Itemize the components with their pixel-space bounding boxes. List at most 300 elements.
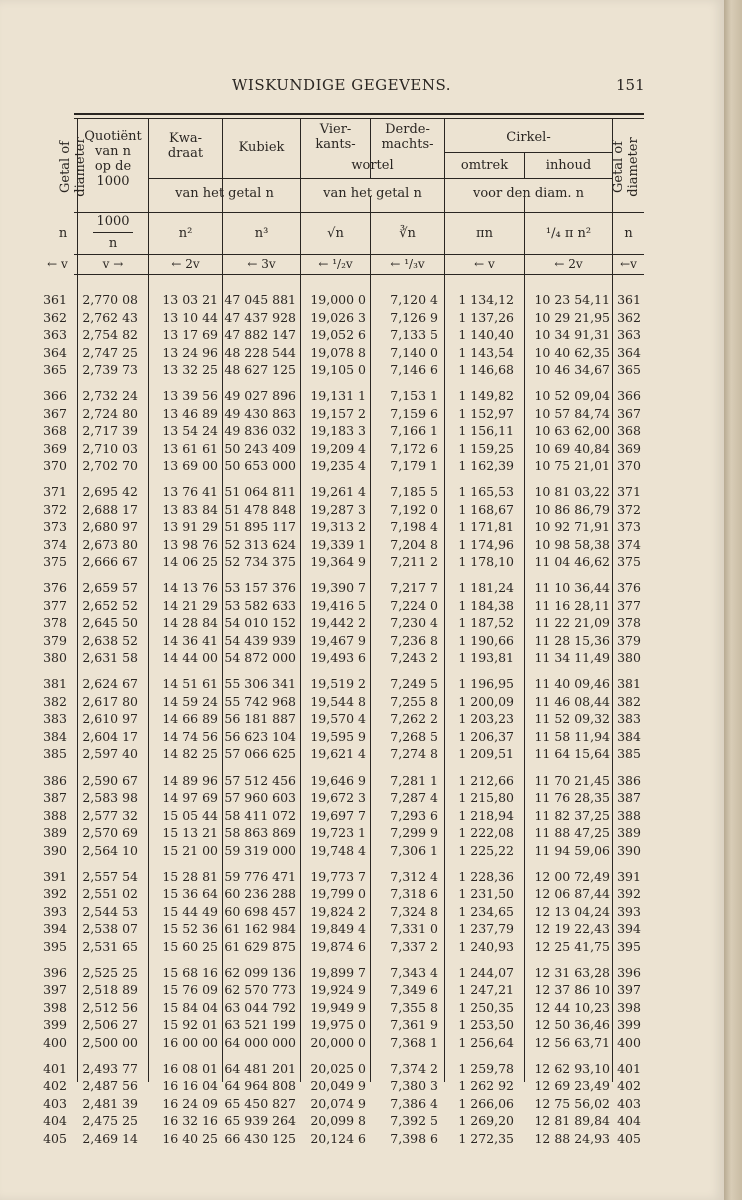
quotient-cell: 2,538 07 bbox=[82, 921, 138, 937]
kubiek-cell: 66 430 125 bbox=[224, 1130, 296, 1146]
error-left: ← v bbox=[47, 257, 68, 271]
number-left-cell: 363 bbox=[43, 327, 67, 342]
number-left-cell: 398 bbox=[43, 999, 67, 1015]
inhoud-cell: 10 23 54,11 bbox=[534, 292, 610, 307]
kubiek-cell: 62 570 773 bbox=[224, 982, 296, 998]
vierkantswortel-cell: 19,899 7 bbox=[310, 964, 366, 980]
inhoud-cell: 11 34 11,49 bbox=[534, 650, 610, 666]
kwadraat-cell: 15 68 16 bbox=[162, 964, 218, 980]
vierkantswortel-cell: 19,570 4 bbox=[310, 711, 366, 727]
running-head: WISKUNDIGE GEGEVENS. bbox=[232, 76, 451, 94]
van-het-getal-header-1: van het getal n bbox=[175, 186, 274, 201]
kubiek-cell: 65 939 264 bbox=[224, 1113, 296, 1129]
kwadraat-cell: 14 13 76 bbox=[162, 580, 218, 596]
quotient-cell: 2,688 17 bbox=[82, 501, 138, 517]
vierkantswortel-cell: 19,849 4 bbox=[310, 921, 366, 937]
omtrek-cell: 1 244,07 bbox=[458, 964, 514, 980]
number-right-cell: 383 bbox=[617, 711, 641, 727]
kubiek-cell: 53 157 376 bbox=[224, 580, 296, 596]
number-right-cell: 394 bbox=[617, 921, 641, 937]
number-left-cell: 400 bbox=[43, 1034, 67, 1050]
derdemachtswortel-cell: 7,224 0 bbox=[390, 597, 438, 613]
vierkantswortel-cell: 19,519 2 bbox=[310, 676, 366, 692]
number-right-cell: 362 bbox=[617, 309, 641, 325]
derdemachtswortel-cell: 7,306 1 bbox=[390, 842, 438, 858]
kwadraat-cell: 15 60 25 bbox=[162, 938, 218, 954]
omtrek-cell: 1 256,64 bbox=[458, 1034, 514, 1050]
inhoud-header: inhoud bbox=[545, 158, 592, 173]
kubiek-cell: 58 411 072 bbox=[224, 807, 296, 823]
kubiek-cell: 57 960 603 bbox=[224, 790, 296, 805]
omtrek-cell: 1 272,35 bbox=[458, 1130, 514, 1146]
formula-pin: πn bbox=[476, 226, 493, 241]
quotient-cell: 2,680 97 bbox=[82, 519, 138, 535]
number-left-cell: 375 bbox=[43, 554, 67, 570]
omtrek-cell: 1 259,78 bbox=[458, 1060, 514, 1076]
kubiek-cell: 61 162 984 bbox=[224, 921, 296, 937]
vierkantswortel-cell: 19,621 4 bbox=[310, 746, 366, 762]
omtrek-cell: 1 266,06 bbox=[458, 1095, 514, 1111]
table-hline bbox=[74, 212, 644, 213]
kubiek-cell: 55 742 968 bbox=[224, 693, 296, 709]
inhoud-cell: 10 57 84,74 bbox=[534, 405, 610, 421]
derdemachtswortel-cell: 7,120 4 bbox=[390, 292, 438, 307]
number-left-cell: 364 bbox=[43, 344, 67, 360]
omtrek-cell: 1 165,53 bbox=[458, 484, 514, 500]
number-left-cell: 397 bbox=[43, 982, 67, 998]
number-left-cell: 367 bbox=[43, 405, 67, 421]
inhoud-cell: 12 00 72,49 bbox=[534, 868, 610, 884]
kwadraat-cell: 14 66 89 bbox=[162, 711, 218, 727]
derdemachtswortel-cell: 7,318 6 bbox=[390, 886, 438, 902]
derdemachtswortel-cell: 7,230 4 bbox=[390, 615, 438, 631]
omtrek-cell: 1 231,50 bbox=[458, 886, 514, 902]
vierkantswortel-cell: 19,131 1 bbox=[310, 388, 366, 404]
number-right-cell: 375 bbox=[617, 554, 641, 570]
number-right-cell: 371 bbox=[617, 484, 641, 500]
kwadraat-cell: 13 46 89 bbox=[162, 405, 218, 421]
error-inhoud: ← 2v bbox=[554, 257, 583, 271]
omtrek-cell: 1 190,66 bbox=[458, 632, 514, 648]
number-right-cell: 396 bbox=[617, 964, 641, 980]
quotient-cell: 2,583 98 bbox=[82, 790, 138, 805]
number-left-cell: 379 bbox=[43, 632, 67, 648]
derdemachtswortel-cell: 7,126 9 bbox=[390, 309, 438, 325]
table-vline bbox=[524, 196, 525, 1082]
kwadraat-cell: 14 97 69 bbox=[162, 790, 218, 805]
vierkantswortel-cell: 19,672 3 bbox=[310, 790, 366, 805]
quotient-cell: 2,564 10 bbox=[82, 842, 138, 858]
omtrek-cell: 1 209,51 bbox=[458, 746, 514, 762]
quotient-cell: 2,506 27 bbox=[82, 1017, 138, 1033]
kwadraat-cell: 15 05 44 bbox=[162, 807, 218, 823]
formula-n-left: n bbox=[58, 226, 68, 241]
error-kwad: ← 2v bbox=[171, 257, 200, 271]
kwadraat-cell: 13 03 21 bbox=[162, 292, 218, 307]
derdemachtswortel-cell: 7,262 2 bbox=[390, 711, 438, 727]
omtrek-cell: 1 184,38 bbox=[458, 597, 514, 613]
omtrek-cell: 1 250,35 bbox=[458, 999, 514, 1015]
inhoud-cell: 12 31 63,28 bbox=[534, 964, 610, 980]
omtrek-cell: 1 143,54 bbox=[458, 344, 514, 360]
quotient-cell: 2,717 39 bbox=[82, 423, 138, 439]
kwadraat-cell: 14 74 56 bbox=[162, 728, 218, 744]
kwadraat-cell: 13 17 69 bbox=[162, 327, 218, 342]
inhoud-cell: 12 50 36,46 bbox=[534, 1017, 610, 1033]
inhoud-cell: 12 19 22,43 bbox=[534, 921, 610, 937]
inhoud-cell: 10 63 62,00 bbox=[534, 423, 610, 439]
quotient-cell: 2,754 82 bbox=[82, 327, 138, 342]
kubiek-cell: 57 066 625 bbox=[224, 746, 296, 762]
number-right-cell: 368 bbox=[617, 423, 641, 439]
derdemachtswortel-cell: 7,255 8 bbox=[390, 693, 438, 709]
omtrek-cell: 1 212,66 bbox=[458, 772, 514, 788]
derdemachtswortel-cell: 7,211 2 bbox=[390, 554, 438, 570]
derdemachtswortel-cell: 7,361 9 bbox=[390, 1017, 438, 1033]
kubiek-cell: 49 836 032 bbox=[224, 423, 296, 439]
kwadraat-cell: 13 10 44 bbox=[162, 309, 218, 325]
quotient-cell: 2,475 25 bbox=[82, 1113, 138, 1129]
vierkantswortel-cell: 19,026 3 bbox=[310, 309, 366, 325]
quotient-cell: 2,597 40 bbox=[82, 746, 138, 762]
number-right-cell: 384 bbox=[617, 728, 641, 744]
inhoud-cell: 10 98 58,38 bbox=[534, 536, 610, 552]
quotient-cell: 2,624 67 bbox=[82, 676, 138, 692]
kubiek-cell: 58 863 869 bbox=[224, 825, 296, 840]
derdemachtswortel-cell: 7,355 8 bbox=[390, 999, 438, 1015]
number-left-cell: 383 bbox=[43, 711, 67, 727]
derdemachtswortel-cell: 7,349 6 bbox=[390, 982, 438, 998]
number-left-cell: 361 bbox=[43, 292, 67, 307]
number-right-cell: 404 bbox=[617, 1113, 641, 1129]
kwadraat-cell: 15 21 00 bbox=[162, 842, 218, 858]
number-right-cell: 392 bbox=[617, 886, 641, 902]
quotient-cell: 2,570 69 bbox=[82, 825, 138, 840]
kwadraat-cell: 13 91 29 bbox=[162, 519, 218, 535]
kubiek-cell: 50 243 409 bbox=[224, 440, 296, 456]
kwadraat-cell: 15 44 49 bbox=[162, 903, 218, 919]
inhoud-cell: 10 86 86,79 bbox=[534, 501, 610, 517]
number-right-cell: 388 bbox=[617, 807, 641, 823]
kwadraat-cell: 14 36 41 bbox=[162, 632, 218, 648]
number-left-cell: 394 bbox=[43, 921, 67, 937]
vierkantswortel-cell: 19,209 4 bbox=[310, 440, 366, 456]
quotient-cell: 2,531 65 bbox=[82, 938, 138, 954]
number-left-cell: 380 bbox=[43, 650, 67, 666]
omtrek-cell: 1 187,52 bbox=[458, 615, 514, 631]
number-right-cell: 391 bbox=[617, 868, 641, 884]
omtrek-cell: 1 269,20 bbox=[458, 1113, 514, 1129]
kubiek-cell: 59 319 000 bbox=[224, 842, 296, 858]
number-left-cell: 393 bbox=[43, 903, 67, 919]
vierkantswortel-cell: 19,595 9 bbox=[310, 728, 366, 744]
inhoud-cell: 12 88 24,93 bbox=[534, 1130, 610, 1146]
kwadraat-cell: 13 83 84 bbox=[162, 501, 218, 517]
quotient-cell: 2,724 80 bbox=[82, 405, 138, 421]
number-right-cell: 389 bbox=[617, 825, 641, 840]
number-right-cell: 397 bbox=[617, 982, 641, 998]
table-hline bbox=[444, 152, 612, 153]
voor-den-diam-header: voor den diam. n bbox=[472, 186, 585, 201]
kubiek-cell: 63 521 199 bbox=[224, 1017, 296, 1033]
quotient-cell: 2,747 25 bbox=[82, 344, 138, 360]
formula-quot-den: n bbox=[108, 236, 118, 251]
vierkantswortel-cell: 19,235 4 bbox=[310, 458, 366, 474]
vierkantswortel-cell: 19,339 1 bbox=[310, 536, 366, 552]
derdemachtswortel-cell: 7,299 9 bbox=[390, 825, 438, 840]
number-right-cell: 393 bbox=[617, 903, 641, 919]
number-left-cell: 372 bbox=[43, 501, 67, 517]
kwadraat-cell: 15 36 64 bbox=[162, 886, 218, 902]
vierkantswortel-cell: 19,078 8 bbox=[310, 344, 366, 360]
derdemachtswortel-cell: 7,392 5 bbox=[390, 1113, 438, 1129]
inhoud-cell: 12 81 89,84 bbox=[534, 1113, 610, 1129]
top-rule bbox=[74, 113, 644, 115]
quotient-cell: 2,645 50 bbox=[82, 615, 138, 631]
vierkantswortel-cell: 19,287 3 bbox=[310, 501, 366, 517]
omtrek-cell: 1 237,79 bbox=[458, 921, 514, 937]
number-left-cell: 396 bbox=[43, 964, 67, 980]
number-right-cell: 367 bbox=[617, 405, 641, 421]
number-left-cell: 381 bbox=[43, 676, 67, 692]
kwadraat-cell: 15 13 21 bbox=[162, 825, 218, 840]
quotient-cell: 2,544 53 bbox=[82, 903, 138, 919]
vierkantswortel-cell: 19,157 2 bbox=[310, 405, 366, 421]
kubiek-cell: 64 964 808 bbox=[224, 1078, 296, 1094]
number-right-cell: 379 bbox=[617, 632, 641, 648]
kwadraat-cell: 15 84 04 bbox=[162, 999, 218, 1015]
number-right-cell: 390 bbox=[617, 842, 641, 858]
kubiek-cell: 51 895 117 bbox=[224, 519, 296, 535]
number-right-cell: 387 bbox=[617, 790, 641, 805]
derdemachtswortel-cell: 7,374 2 bbox=[390, 1060, 438, 1076]
number-left-cell: 404 bbox=[43, 1113, 67, 1129]
number-right-cell: 382 bbox=[617, 693, 641, 709]
kwadraat-cell: 13 39 56 bbox=[162, 388, 218, 404]
vierkantswortel-cell: 19,364 9 bbox=[310, 554, 366, 570]
table-hline bbox=[148, 178, 612, 179]
quotient-cell: 2,525 25 bbox=[82, 964, 138, 980]
inhoud-cell: 11 58 11,94 bbox=[534, 728, 610, 744]
inhoud-cell: 12 75 56,02 bbox=[534, 1095, 610, 1111]
inhoud-cell: 12 69 23,49 bbox=[534, 1078, 610, 1094]
number-left-cell: 386 bbox=[43, 772, 67, 788]
vierkantswortel-cell: 19,390 7 bbox=[310, 580, 366, 596]
inhoud-cell: 10 92 71,91 bbox=[534, 519, 610, 535]
kwadraat-cell: 13 69 00 bbox=[162, 458, 218, 474]
vierkantswortel-cell: 20,124 6 bbox=[310, 1130, 366, 1146]
kwadraat-cell: 13 61 61 bbox=[162, 440, 218, 456]
kubiek-cell: 51 478 848 bbox=[224, 501, 296, 517]
quotient-cell: 2,551 02 bbox=[82, 886, 138, 902]
kubiek-cell: 54 872 000 bbox=[224, 650, 296, 666]
kubiek-cell: 53 582 633 bbox=[224, 597, 296, 613]
derdemachtswortel-cell: 7,398 6 bbox=[390, 1130, 438, 1146]
kwadraat-cell: 16 08 01 bbox=[162, 1060, 218, 1076]
derdemachtswortel-cell: 7,331 0 bbox=[390, 921, 438, 937]
derdemachtswortel-cell: 7,133 5 bbox=[390, 327, 438, 342]
omtrek-header: omtrek bbox=[460, 158, 509, 173]
number-right-cell: 399 bbox=[617, 1017, 641, 1033]
vierkantswortel-cell: 19,824 2 bbox=[310, 903, 366, 919]
kubiek-cell: 54 010 152 bbox=[224, 615, 296, 631]
table-vline bbox=[370, 196, 371, 1082]
number-left-cell: 389 bbox=[43, 825, 67, 840]
kwadraat-cell: 14 51 61 bbox=[162, 676, 218, 692]
formula-sqrt: √n bbox=[327, 226, 344, 241]
omtrek-cell: 1 149,82 bbox=[458, 388, 514, 404]
omtrek-cell: 1 222,08 bbox=[458, 825, 514, 840]
formula-n3: n³ bbox=[254, 226, 269, 241]
omtrek-cell: 1 156,11 bbox=[458, 423, 514, 439]
number-right-cell: 365 bbox=[617, 362, 641, 377]
omtrek-cell: 1 168,67 bbox=[458, 501, 514, 517]
kubiek-cell: 64 000 000 bbox=[224, 1034, 296, 1050]
omtrek-cell: 1 193,81 bbox=[458, 650, 514, 666]
number-right-cell: 370 bbox=[617, 458, 641, 474]
vierkantswortel-cell: 19,723 1 bbox=[310, 825, 366, 840]
table-hline bbox=[74, 274, 644, 275]
kubiek-cell: 61 629 875 bbox=[224, 938, 296, 954]
omtrek-cell: 1 146,68 bbox=[458, 362, 514, 377]
kwadraat-header: Kwa- draat bbox=[167, 131, 204, 161]
number-left-cell: 388 bbox=[43, 807, 67, 823]
derdemachtswortel-cell: 7,249 5 bbox=[390, 676, 438, 692]
derdemachtswortel-cell: 7,198 4 bbox=[390, 519, 438, 535]
number-right-cell: 402 bbox=[617, 1078, 641, 1094]
number-right-cell: 369 bbox=[617, 440, 641, 456]
inhoud-cell: 11 82 37,25 bbox=[534, 807, 610, 823]
inhoud-cell: 11 64 15,64 bbox=[534, 746, 610, 762]
inhoud-cell: 11 10 36,44 bbox=[534, 580, 610, 596]
number-right-cell: 380 bbox=[617, 650, 641, 666]
inhoud-cell: 11 46 08,44 bbox=[534, 693, 610, 709]
inhoud-cell: 11 70 21,45 bbox=[534, 772, 610, 788]
number-left-cell: 362 bbox=[43, 309, 67, 325]
derdemachtswortel-cell: 7,274 8 bbox=[390, 746, 438, 762]
omtrek-cell: 1 159,25 bbox=[458, 440, 514, 456]
inhoud-cell: 11 88 47,25 bbox=[534, 825, 610, 840]
number-left-cell: 377 bbox=[43, 597, 67, 613]
derdemachtswortel-cell: 7,159 6 bbox=[390, 405, 438, 421]
derdemachtswortel-cell: 7,287 4 bbox=[390, 790, 438, 805]
quotient-cell: 2,710 03 bbox=[82, 440, 138, 456]
derdemachtswortel-cell: 7,380 3 bbox=[390, 1078, 438, 1094]
vierkantswortel-cell: 19,646 9 bbox=[310, 772, 366, 788]
kwadraat-cell: 15 76 09 bbox=[162, 982, 218, 998]
kwadraat-cell: 14 06 25 bbox=[162, 554, 218, 570]
table-hline bbox=[74, 254, 644, 255]
omtrek-cell: 1 228,36 bbox=[458, 868, 514, 884]
number-right-cell: 385 bbox=[617, 746, 641, 762]
number-left-cell: 395 bbox=[43, 938, 67, 954]
inhoud-cell: 10 75 21,01 bbox=[534, 458, 610, 474]
top-thin-rule bbox=[74, 118, 644, 119]
kwadraat-cell: 16 32 16 bbox=[162, 1113, 218, 1129]
quotient-cell: 2,493 77 bbox=[82, 1060, 138, 1076]
inhoud-cell: 10 40 62,35 bbox=[534, 344, 610, 360]
number-left-cell: 374 bbox=[43, 536, 67, 552]
inhoud-cell: 12 37 86 10 bbox=[534, 982, 610, 998]
omtrek-cell: 1 134,12 bbox=[458, 292, 514, 307]
inhoud-cell: 10 52 09,04 bbox=[534, 388, 610, 404]
van-het-getal-header-2: van het getal n bbox=[323, 186, 422, 201]
kubiek-cell: 60 236 288 bbox=[224, 886, 296, 902]
derdemachtswortel-cell: 7,268 5 bbox=[390, 728, 438, 744]
vierkantswortel-cell: 19,975 0 bbox=[310, 1017, 366, 1033]
kwadraat-cell: 16 00 00 bbox=[162, 1034, 218, 1050]
derdemachtswortel-cell: 7,337 2 bbox=[390, 938, 438, 954]
kwadraat-cell: 16 16 04 bbox=[162, 1078, 218, 1094]
derdemachtswortel-cell: 7,217 7 bbox=[390, 580, 438, 596]
number-right-cell: 381 bbox=[617, 676, 641, 692]
number-left-cell: 368 bbox=[43, 423, 67, 439]
derdemachtswortel-cell: 7,185 5 bbox=[390, 484, 438, 500]
error-right: ←v bbox=[620, 257, 637, 271]
kubiek-cell: 54 439 939 bbox=[224, 632, 296, 648]
number-right-cell: 366 bbox=[617, 388, 641, 404]
kubiek-cell: 56 181 887 bbox=[224, 711, 296, 727]
kwadraat-cell: 14 21 29 bbox=[162, 597, 218, 613]
omtrek-cell: 1 171,81 bbox=[458, 519, 514, 535]
error-cbrt: ← ¹/₃v bbox=[390, 257, 425, 271]
kubiek-cell: 63 044 792 bbox=[224, 999, 296, 1015]
kubiek-cell: 57 512 456 bbox=[224, 772, 296, 788]
derdemachtswortel-cell: 7,179 1 bbox=[390, 458, 438, 474]
number-left-cell: 405 bbox=[43, 1130, 67, 1146]
omtrek-cell: 1 218,94 bbox=[458, 807, 514, 823]
inhoud-cell: 10 81 03,22 bbox=[534, 484, 610, 500]
derdemachtswortel-cell: 7,166 1 bbox=[390, 423, 438, 439]
inhoud-cell: 11 40 09,46 bbox=[534, 676, 610, 692]
omtrek-cell: 1 234,65 bbox=[458, 903, 514, 919]
vierkantswortel-cell: 19,748 4 bbox=[310, 842, 366, 858]
omtrek-cell: 1 253,50 bbox=[458, 1017, 514, 1033]
kwadraat-cell: 16 24 09 bbox=[162, 1095, 218, 1111]
quotient-cell: 2,557 54 bbox=[82, 868, 138, 884]
kubiek-cell: 49 430 863 bbox=[224, 405, 296, 421]
number-left-cell: 399 bbox=[43, 1017, 67, 1033]
number-right-cell: 386 bbox=[617, 772, 641, 788]
vierkantswortel-cell: 19,949 9 bbox=[310, 999, 366, 1015]
derdemachtswortel-cell: 7,172 6 bbox=[390, 440, 438, 456]
number-left-cell: 369 bbox=[43, 440, 67, 456]
wortel-header: wortel bbox=[351, 158, 394, 173]
omtrek-cell: 1 203,23 bbox=[458, 711, 514, 727]
quotient-cell: 2,500 00 bbox=[82, 1034, 138, 1050]
quotient-cell: 2,762 43 bbox=[82, 309, 138, 325]
kubiek-cell: 47 882 147 bbox=[224, 327, 296, 342]
kubiek-cell: 52 313 624 bbox=[224, 536, 296, 552]
error-quot: v → bbox=[102, 257, 124, 271]
kubiek-cell: 50 653 000 bbox=[224, 458, 296, 474]
number-left-cell: 382 bbox=[43, 693, 67, 709]
quotient-cell: 2,617 80 bbox=[82, 693, 138, 709]
number-right-cell: 374 bbox=[617, 536, 641, 552]
quotient-cell: 2,590 67 bbox=[82, 772, 138, 788]
kubiek-cell: 60 698 457 bbox=[224, 903, 296, 919]
omtrek-cell: 1 215,80 bbox=[458, 790, 514, 805]
inhoud-cell: 10 46 34,67 bbox=[534, 362, 610, 377]
vierkantswortel-cell: 19,773 7 bbox=[310, 868, 366, 884]
inhoud-cell: 12 13 04,24 bbox=[534, 903, 610, 919]
number-left-cell: 370 bbox=[43, 458, 67, 474]
quotient-cell: 2,702 70 bbox=[82, 458, 138, 474]
vierkantswortel-cell: 19,000 0 bbox=[310, 292, 366, 307]
vierkantswortel-cell: 19,493 6 bbox=[310, 650, 366, 666]
kubiek-header: Kubiek bbox=[238, 140, 285, 155]
kwadraat-cell: 15 52 36 bbox=[162, 921, 218, 937]
